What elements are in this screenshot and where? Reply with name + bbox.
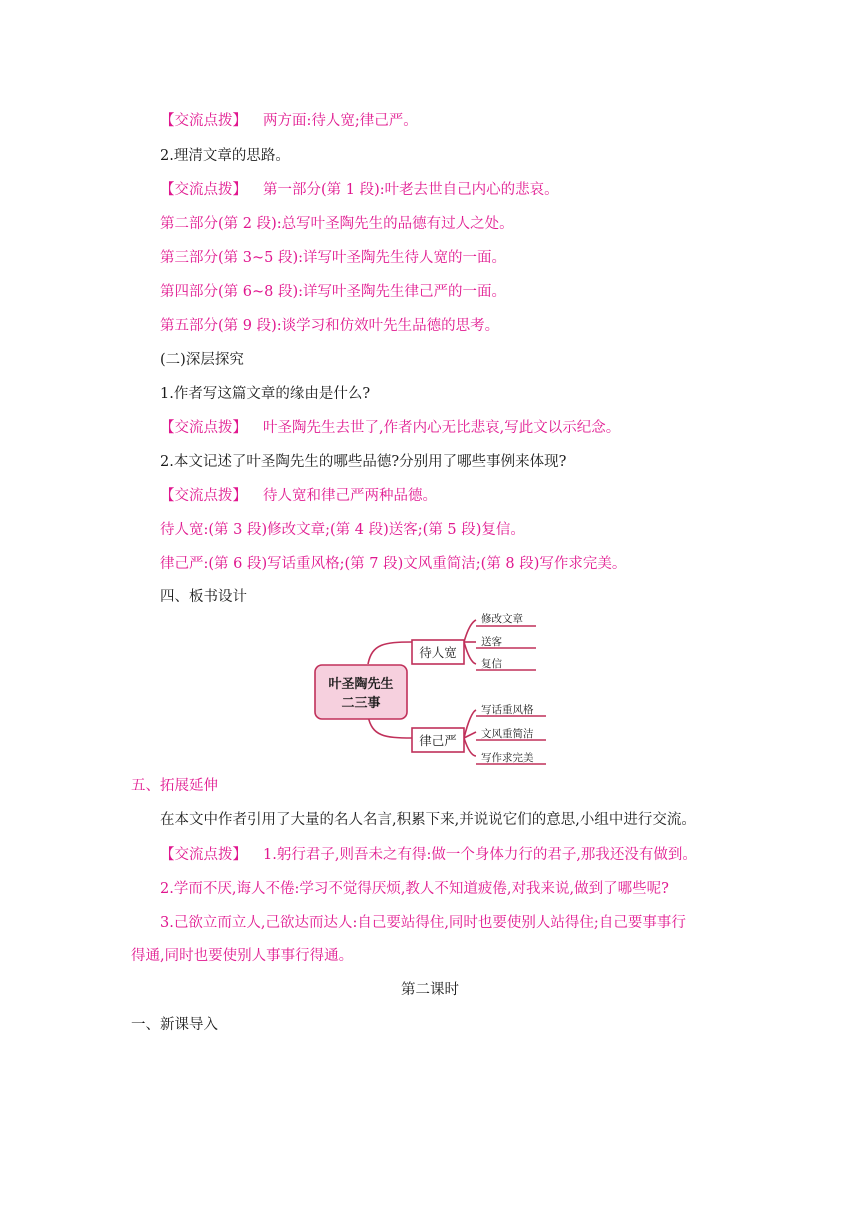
connector-top <box>368 642 412 664</box>
leaf-top-3: 复信 <box>481 658 502 670</box>
exchange-tag: 【交流点拨】 <box>160 182 247 198</box>
exchange-tag: 【交流点拨】 <box>160 420 247 436</box>
exchange-tag: 【交流点拨】 <box>160 488 247 504</box>
line-10-text: 叶圣陶先生去世了,作者内心无比悲哀,写此文以示纪念。 <box>263 420 621 436</box>
connector-top-3 <box>464 642 476 664</box>
line-20a: 3.己欲立而立人,己欲达而达人:自己要站得住,同时也要使别人站得住;自己要事事行 <box>160 915 686 931</box>
leaf-bottom-3: 写作求完美 <box>481 752 534 764</box>
leaf-top-1: 修改文章 <box>481 613 523 625</box>
connector-bottom-1 <box>464 710 476 738</box>
exchange-tag: 【交流点拨】 <box>160 113 247 129</box>
line-6: 第四部分(第 6~8 段):详写叶圣陶先生律己严的一面。 <box>160 284 507 300</box>
line-18-text: 1.躬行君子,则吾未之有得:做一个身体力行的君子,那我还没有做到。 <box>263 847 697 863</box>
line-4: 第二部分(第 2 段):总写叶圣陶先生的品德有过人之处。 <box>160 216 514 232</box>
leaf-bottom-1: 写话重风格 <box>481 704 534 716</box>
section-5-heading: 五、拓展延伸 <box>131 778 218 794</box>
line-7: 第五部分(第 9 段):谈学习和仿效叶先生品德的思考。 <box>160 318 500 334</box>
lesson-2-title: 第二课时 <box>401 982 459 998</box>
branch-label-bottom: 律己严 <box>419 733 457 748</box>
line-18 <box>160 845 697 865</box>
connector-bottom-3 <box>464 738 476 756</box>
exchange-tag: 【交流点拨】 <box>160 847 247 863</box>
line-12-text: 待人宽和律己严两种品德。 <box>263 488 437 504</box>
line-8: (二)深层探究 <box>160 352 244 368</box>
line-12 <box>160 486 437 506</box>
branch-label-top: 待人宽 <box>419 645 457 660</box>
line-1-text: 两方面:待人宽;律己严。 <box>263 113 418 129</box>
line-3-text: 第一部分(第 1 段):叶老去世自己内心的悲哀。 <box>263 182 559 198</box>
line-5: 第三部分(第 3~5 段):详写叶圣陶先生待人宽的一面。 <box>160 250 507 266</box>
line-15: 四、板书设计 <box>160 589 247 605</box>
center-label-1: 叶圣陶先生 <box>328 677 394 692</box>
line-3 <box>160 180 559 200</box>
line-11: 2.本文记述了叶圣陶先生的哪些品德?分别用了哪些事例来体现? <box>160 454 567 470</box>
line-13: 待人宽:(第 3 段)修改文章;(第 4 段)送客;(第 5 段)复信。 <box>160 522 525 538</box>
line-20b: 得通,同时也要使别人事事行得通。 <box>131 948 354 964</box>
center-label-2: 二三事 <box>341 696 381 711</box>
leaf-top-2: 送客 <box>481 636 502 648</box>
leaf-bottom-2: 文风重简洁 <box>481 728 534 740</box>
line-19: 2.学而不厌,诲人不倦:学习不觉得厌烦,教人不知道疲倦,对我来说,做到了哪些呢? <box>160 881 669 897</box>
line-2: 2.理清文章的思路。 <box>160 148 290 164</box>
line-9: 1.作者写这篇文章的缘由是什么? <box>160 386 371 402</box>
section-1-heading: 一、新课导入 <box>131 1017 218 1033</box>
board-design-diagram <box>300 606 560 766</box>
line-10 <box>160 418 620 438</box>
line-14: 律己严:(第 6 段)写话重风格;(第 7 段)文风重简洁;(第 8 段)写作求完美。 <box>160 556 627 572</box>
line-1 <box>160 111 418 131</box>
line-17: 在本文中作者引用了大量的名人名言,积累下来,并说说它们的意思,小组中进行交流。 <box>160 812 696 828</box>
connector-top-1 <box>464 620 476 642</box>
